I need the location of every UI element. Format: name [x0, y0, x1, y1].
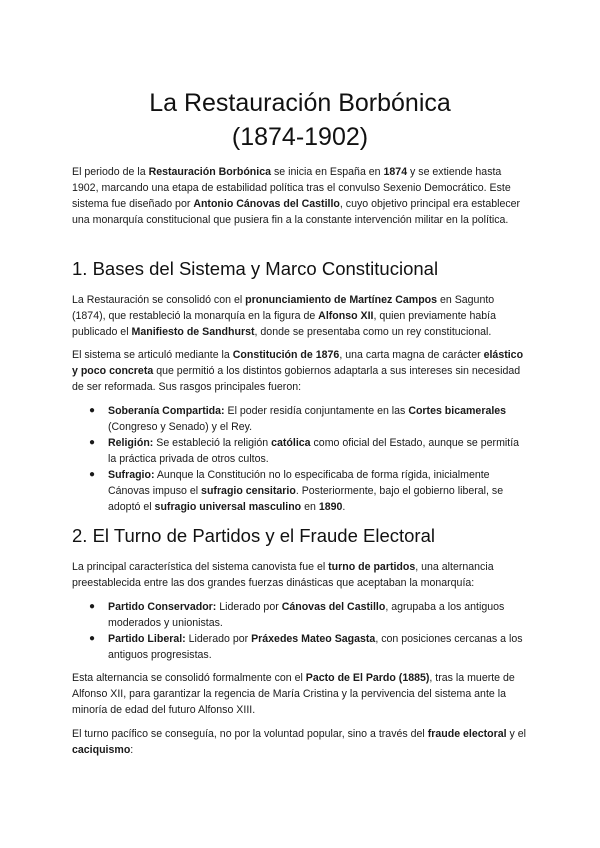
- title-line-1: La Restauración Borbónica: [149, 89, 451, 117]
- bullet-icon: ●: [89, 469, 96, 480]
- bold-text: Constitución de 1876: [232, 349, 340, 361]
- bold-text: Pacto de El Pardo (1885): [305, 672, 430, 684]
- bullet-icon: ●: [89, 437, 96, 448]
- section-1-heading: 1. Bases del Sistema y Marco Constitucional: [72, 258, 439, 279]
- bold-text: turno de partidos: [328, 561, 416, 573]
- bold-text: Manifiesto de Sandhurst: [131, 326, 255, 338]
- section-1-paragraph-2: El sistema se articuló mediante la Constitución de 1876, una carta magna de carácter elástico y poco concreta que permitió a los distintos gobiernos adaptarla a sus intereses sin necesidad de ser reformada. Sus rasgos principales fueron:: [72, 349, 524, 393]
- bold-text: Alfonso XII: [318, 310, 374, 322]
- list-item: [72, 435, 528, 467]
- bold-text: 1874: [383, 166, 408, 178]
- list-item-text: Partido Conservador: Liderado por Cánovas del Castillo, agrupaba a los antiguos moderados y unionistas.: [108, 601, 505, 629]
- section-2-paragraph-1: La principal característica del sistema canovista fue el turno de partidos, una alternancia preestablecida entre las dos grandes fuerzas dinásticas que aceptaban la monarquía:: [72, 561, 494, 589]
- list-item-text: Religión: Se estableció la religión católica como oficial del Estado, aunque se permitía la práctica privada de otros cultos.: [108, 437, 520, 465]
- list-item: [72, 631, 528, 663]
- bullet-icon: ●: [89, 601, 96, 612]
- list-item-text: Partido Liberal: Liderado por Práxedes Mateo Sagasta, con posiciones cercanas a los antiguos progresistas.: [108, 633, 523, 661]
- list-item: [72, 467, 528, 515]
- bold-text: Cánovas del Castillo: [281, 601, 386, 613]
- bold-text: sufragio censitario: [201, 485, 296, 497]
- bold-text: fraude electoral: [427, 728, 507, 740]
- bold-text: Partido Conservador:: [108, 601, 217, 613]
- list-item-text: Soberanía Compartida: El poder residía conjuntamente en las Cortes bicamerales (Congreso y Senado) y el Rey.: [108, 405, 507, 433]
- bold-text: sufragio universal masculino: [154, 501, 302, 513]
- bold-text: Cortes bicamerales: [408, 405, 507, 417]
- bullet-icon: ●: [89, 633, 96, 644]
- bold-text: caciquismo: [72, 744, 131, 756]
- bold-text: Antonio Cánovas del Castillo: [193, 198, 340, 210]
- list-item: [72, 403, 528, 435]
- section-2-paragraph-3: El turno pacífico se conseguía, no por la voluntad popular, sino a través del fraude electoral y el caciquismo:: [72, 728, 527, 756]
- bold-text: pronunciamiento de Martínez Campos: [245, 294, 438, 306]
- document-title: [0, 86, 600, 154]
- list-item: [72, 599, 528, 631]
- intro-paragraph: El periodo de la Restauración Borbónica se inicia en España en 1874 y se extiende hasta 1902, marcando una etapa de estabilidad política tras el convulso Sexenio Democrático. Este sistema fue diseñado por Antonio Cánovas del Castillo, cuyo objetivo principal era establecer una monarquía constitucional que pusiera fin a la constante intervención militar en la política.: [72, 166, 521, 226]
- bold-text: Partido Liberal:: [108, 633, 186, 645]
- list-item-text: Sufragio: Aunque la Constitución no lo especificaba de forma rígida, inicialmente Cánovas impuso el sufragio censitario. Posteriormente, bajo el gobierno liberal, se adoptó el sufragio universal masculino en 1890.: [108, 469, 504, 513]
- section-1-bullet-list: [72, 403, 528, 515]
- bold-text: 1890: [318, 501, 343, 513]
- section-2-bullet-list: [72, 599, 528, 663]
- bold-text: Religión:: [108, 437, 154, 449]
- section-1-paragraph-1: La Restauración se consolidó con el pronunciamiento de Martínez Campos en Sagunto (1874), que restableció la monarquía en la figura de Alfonso XII, quien previamente había publicado el Manifiesto de Sandhurst, donde se presentaba como un rey constitucional.: [72, 294, 497, 338]
- bold-text: Práxedes Mateo Sagasta: [251, 633, 376, 645]
- bold-text: católica: [271, 437, 311, 449]
- section-2-heading: 2. El Turno de Partidos y el Fraude Electoral: [72, 525, 435, 546]
- bold-text: elástico y poco concreta: [72, 349, 524, 377]
- bold-text: Soberanía Compartida:: [108, 405, 225, 417]
- bold-text: Restauración Borbónica: [148, 166, 272, 178]
- title-line-2: (1874-1902): [231, 123, 369, 151]
- section-2-paragraph-2: Esta alternancia se consolidó formalmente con el Pacto de El Pardo (1885), tras la muerte de Alfonso XII, para garantizar la regencia de María Cristina y la pervivencia del sistema ante la minoría de edad del futuro Alfonso XIII.: [72, 672, 515, 716]
- bullet-icon: ●: [89, 405, 96, 416]
- bold-text: Sufragio:: [108, 469, 155, 481]
